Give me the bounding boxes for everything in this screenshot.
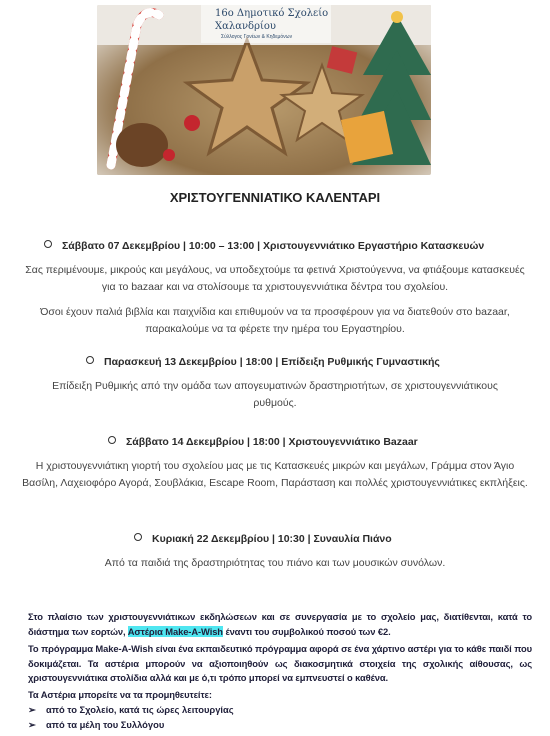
bullet-icon — [86, 356, 94, 364]
arrow-bullet-icon: ➢ — [28, 719, 36, 730]
event-heading-text: Παρασκευή 13 Δεκεμβρίου | 18:00 | Επίδειξη Ρυθμικής Γυμναστικής — [104, 356, 440, 368]
event-heading-4 — [134, 533, 392, 545]
event-heading-text: Κυριακή 22 Δεκεμβρίου | 10:30 | Συναυλία Πιάνο — [152, 533, 392, 545]
pine-cone-icon — [116, 123, 168, 167]
bullet-icon — [44, 240, 52, 248]
event-heading-2 — [86, 356, 440, 368]
notice-text: έναντι του συμβολικού ποσού των €2. — [222, 625, 391, 637]
make-a-wish-highlight: Αστέρια Make-A-Wish — [127, 625, 223, 637]
event-1-paragraph-2: Όσοι έχουν παλιά βιβλία και παιχνίδια και επιθυμούν να τα προσφέρουν για να διατεθούν στο bazaar, παρακαλούμε να τα φέρετε την ημέρα του Εργαστηρίου. — [40, 306, 510, 335]
event-heading-text: Σάββατο 14 Δεκεμβρίου | 18:00 | Χριστουγεννιάτικο Bazaar — [126, 436, 418, 448]
event-heading-text: Σάββατο 07 Δεκεμβρίου | 10:00 – 13:00 | Χριστουγεννιάτικο Εργαστήριο Κατασκευών — [62, 240, 485, 252]
list-item — [28, 704, 234, 716]
ornament-icon — [184, 115, 200, 131]
school-logo — [201, 5, 331, 43]
event-heading-3 — [108, 436, 418, 448]
page-title: ΧΡΙΣΤΟΥΓΕΝΝΙΑΤΙΚΟ ΚΑΛΕΝΤΑΡΙ — [169, 190, 381, 205]
make-a-wish-notice — [28, 610, 532, 639]
event-1-paragraph-1: Σας περιμένουμε, μικρούς και μεγάλους, να υποδεχτούμε τα φετινά Χριστούγεννα, να φτιάξουμε κατασκευές για το bazaar και να στολίσουμε τα χριστουγεννιάτικα δέντρα του σχολείου. — [25, 264, 525, 293]
bullet-icon — [108, 436, 116, 444]
logo-association: Σύλλογος Γονέων & Κηδεμόνων — [221, 34, 293, 40]
arrow-bullet-icon: ➢ — [28, 704, 36, 715]
bullet-icon — [134, 533, 142, 541]
logo-school-area: Χαλανδρίου — [215, 21, 276, 32]
notice-text: Στο πλαίσιο των χριστουγεννιάτικων εκδηλώσεων και σε συνεργασία με το σχολείο μας, διατίθενται, κατά το διάστημα των εορτών, — [28, 611, 532, 637]
list-item-text: από τα μέλη του Συλλόγου — [46, 719, 165, 730]
gift-box-icon — [341, 111, 393, 163]
logo-school-name: 16ο Δημοτικό Σχολείο — [215, 8, 329, 19]
list-item-text: από το Σχολείο, κατά τις ώρες λειτουργίας — [46, 704, 234, 715]
make-a-wish-availability: Τα Αστέρια μπορείτε να τα προμηθευτείτε: — [28, 689, 212, 700]
event-2-paragraph-1: Επίδειξη Ρυθμικής από την ομάδα των απογευματινών δραστηριοτήτων, σε χριστουγεννιάτικους ρυθμούς. — [52, 380, 498, 409]
list-item — [28, 719, 164, 731]
event-4-paragraph-1: Από τα παιδιά της δραστηριότητας του πιάνο και των μουσικών συνόλων. — [104, 557, 446, 569]
header-banner-image — [97, 5, 431, 175]
make-a-wish-description: Το πρόγραμμα Make-A-Wish είναι ένα εκπαιδευτικό πρόγραμμα αφορά σε ένα χάρτινο αστέρι για το κάθε παιδί που δοκιμάζεται. Τα αστέρια μπορούν να αξιοποιηθούν ως διακοσμητικά στοιχεία της σχολικής αίθουσας, ως χριστουγεννιάτικα στολίδια αλλά και με ό,τι τρόπο μπορεί να εμπνευστεί ο καθένα. — [28, 643, 532, 683]
event-heading-1 — [44, 240, 484, 252]
event-3-paragraph-1: Η χριστουγεννιάτικη γιορτή του σχολείου μας με τις Κατασκευές μικρών και μεγάλων, Γράμμα στον Άγιο Βασίλη, Λαχειοφόρο Αγορά, Σουβλάκια, Escape Room, Παράσταση και πολλές χριστουγεννιάτικες εκπλήξεις. — [22, 460, 528, 489]
